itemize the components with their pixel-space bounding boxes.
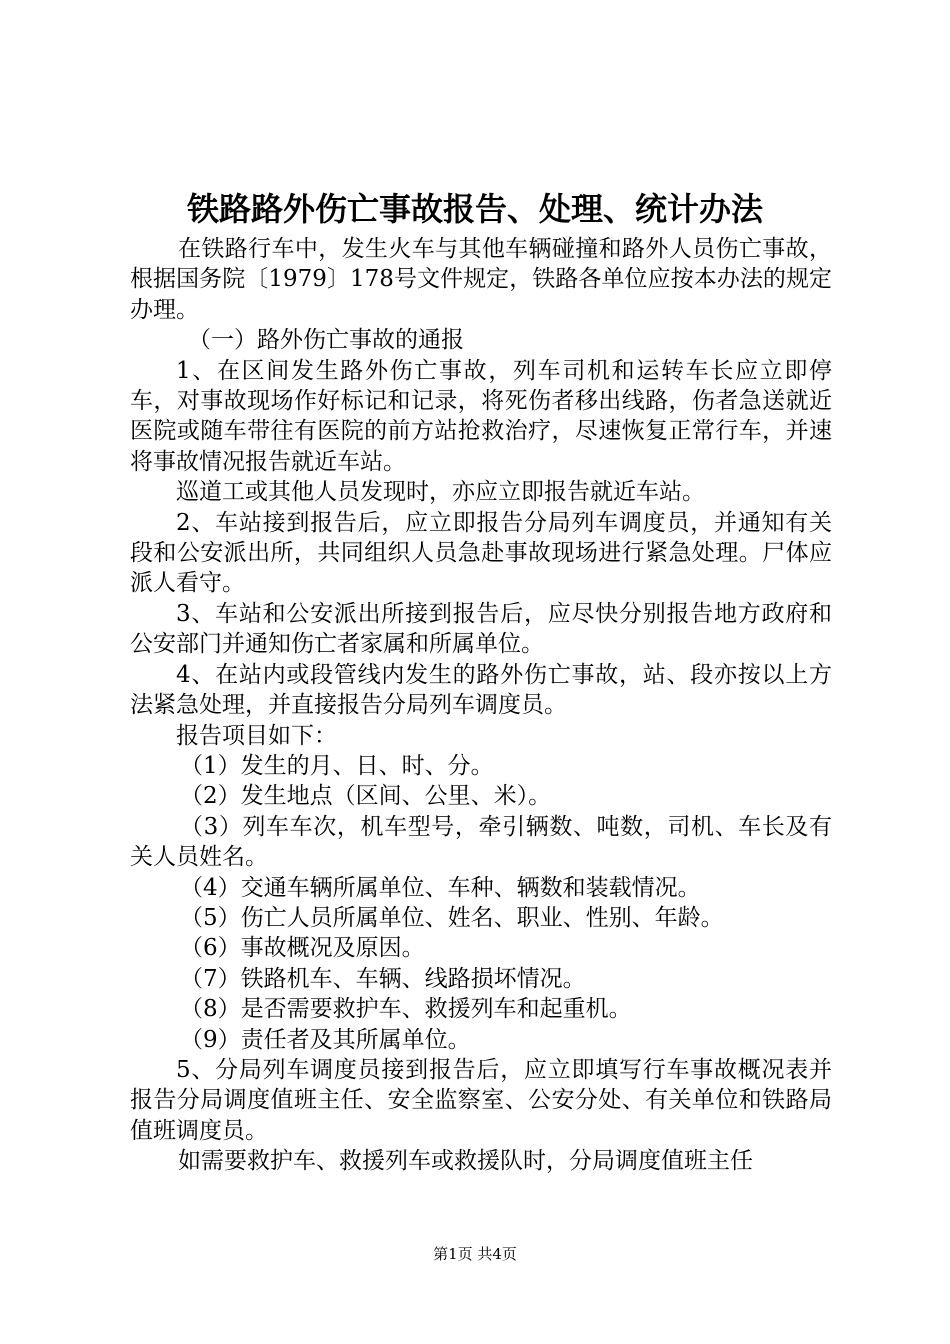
paragraph-patrol: 巡道工或其他人员发现时，亦应立即报告就近车站。 [176,479,705,506]
report-item: （7）铁路机车、车辆、线路损坏情况。 [180,965,586,992]
report-item: （2）发生地点（区间、公里、米）。 [180,783,552,810]
page-footer: 第1页 共4页 [433,1245,517,1263]
document-title: 铁路路外伤亡事故报告、处理、统计办法 [186,190,763,228]
paragraph-rescue: 如需要救护车、救援列车或救援队时，分局调度值班主任 [178,1148,753,1175]
paragraph-item-1: 1、在区间发生路外伤亡事故，列车司机和运转车长应立即停车，对事故现场作好标记和记录，将死伤者移出线路，伤者急送就近医院或随车带往有医院的前方站抢救治疗，尽速恢复正常行车，并速将事故情况报告就近车站。 [130,357,832,475]
document-body [130,234,832,1177]
paragraph-item-5: 5、分局列车调度员接到报告后，应立即填写行车事故概况表并报告分局调度值班主任、安全监察室、公安分处、有关单位和铁路局值班调度员。 [130,1056,832,1144]
report-items-heading: 报告项目如下： [176,722,337,749]
section-heading: （一）路外伤亡事故的通报 [188,327,464,354]
paragraph-item-4: 4、在站内或段管线内发生的路外伤亡事故，站、段亦按以上方法紧急处理，并直接报告分局列车调度员。 [130,661,832,719]
report-item: （8）是否需要救护车、救援列车和起重机。 [180,996,632,1023]
intro-paragraph: 在铁路行车中，发生火车与其他车辆碰撞和路外人员伤亡事故，根据国务院〔1979〕178号文件规定，铁路各单位应按本办法的规定办理。 [130,236,832,323]
report-item: （9）责任者及其所属单位。 [180,1026,471,1053]
report-item: （1）发生的月、日、时、分。 [180,752,494,779]
paragraph-item-2: 2、车站接到报告后，应立即报告分局列车调度员，并通知有关段和公安派出所，共同组织人员急赴事故现场进行紧急处理。尸体应派人看守。 [130,509,832,597]
report-item: （5）伤亡人员所属单位、姓名、职业、性别、年龄。 [180,904,724,931]
report-item: （3）列车车次，机车型号，牵引辆数、吨数，司机、车长及有关人员姓名。 [130,813,832,871]
paragraph-item-3: 3、车站和公安派出所接到报告后，应尽快分别报告地方政府和公安部门并通知伤亡者家属和所属单位。 [130,600,832,658]
report-item: （6）事故概况及原因。 [180,935,425,962]
report-item: （4）交通车辆所属单位、车种、辆数和装载情况。 [180,874,701,901]
